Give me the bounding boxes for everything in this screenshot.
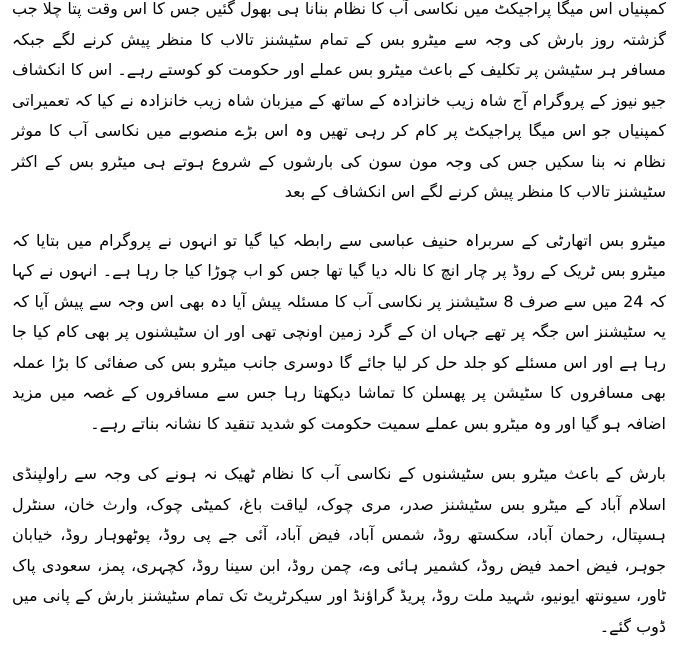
article-paragraph-2: میٹرو بس اتھارٹی کے سربراہ حنیف عباسی سے رابطہ کیا گیا تو انہوں نے پروگرام میں بتایا کہ میٹرو بس ٹریک کے روڈ پر چار انچ کا نالہ دیا گیا تھا جس کو اب چوڑا کیا جا رہا ہے۔ انہوں نے کہا کہ 24 میں سے صرف 8 سٹیشنز پر نکاسی آب کا مسئلہ پیش آیا دہ بھی اس وجہ سے پیش آیا کہ یہ سٹیشنز اس جگہ پر تھے جہاں ان کے گرد زمین اونچی تھی اور ان سٹیشنوں پر بھی کام کیا جا رہا ہے اور اس مسئلے کو جلد حل کر لیا جائے گا دوسری جانب میٹرو بس کی صفائی کا بڑا عملہ بھی مسافروں کا سٹیشن پر پھسلن کا تماشا دیکھتا رہا جس سے مسافروں کے غصہ میں مزید اضافہ ہو گیا اور وہ میٹرو بس عملے سمیت حکومت کو شدید تنقید کا نشانہ بناتے رہے۔ — [12, 230, 667, 433]
article-body — [12, 0, 666, 660]
article-paragraph-3: بارش کے باعث میٹرو بس سٹیشنوں کے نکاسی آب کا نظام ٹھیک نہ ہونے کی وجہ سے راولپنڈی اسلام آباد کے میٹرو بس سٹیشنز صدر، مری چوک، لیاقت باغ، کمیٹی چوک، وارث خان، سنٹرل ہسپتال، رحمان آباد، سکستھ روڈ، شمس آباد، فیض آباد، آئی جے پی روڈ، پوٹھوہار روڈ، خیابان جوہر، فیض احمد فیض روڈ، کشمیر ہائی وے، چمن روڈ، ابن سینا روڈ، کچہری، پمز، سعودی پاک ٹاور، سیونتھ ایونیو، شہید ملت روڈ، پریڈ گراؤنڈ اور سیکرٹریٹ تک تمام سٹیشنز بارش کے پانی میں ڈوب گئے۔ — [12, 464, 666, 636]
article-paragraph-1: کمپنیاں اس میگا پراجیکٹ میں نکاسی آب کا نظام بنانا ہی بھول گئیں جس کا اس وقت پتا چلا جب گزشتہ روز بارش کی وجہ سے میٹرو بس کے تمام سٹیشنز تالاب کا منظر پیش کرنے لگے جبکہ مسافر ہر سٹیشن پر تکلیف کے باعث میٹرو بس عملے اور حکومت کو کوستے رہے۔ اس کا انکشاف جیو نیوز کے پروگرام آج شاہ زیب خانزادہ کے ساتھ کے میزبان شاہ زیب خانزادہ نے کیا کہ تعمیراتی کمپنیاں جو اس میگا پراجیکٹ پر کام کر رہی تھیں وہ اس بڑے منصوبے میں نکاسی آب کا موثر نظام نہ بنا سکیں جس کی وجہ مون سون کی بارشوں کے شروع ہوتے ہی میٹرو بس کے اکثر سٹیشنز تالاب کا منظر پیش کرنے لگے اس انکشاف کے بعد — [12, 0, 666, 201]
